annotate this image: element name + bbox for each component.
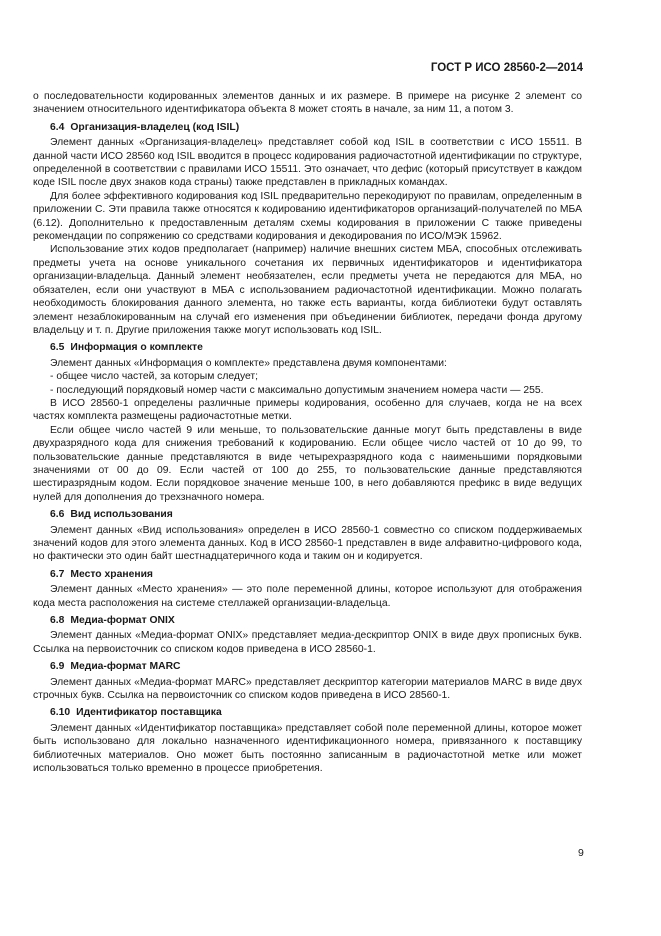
section-6-10-heading [50, 706, 582, 719]
section-number: 6.7 [50, 568, 65, 580]
section-number: 6.6 [50, 509, 65, 521]
section-title: Место хранения [70, 568, 153, 580]
section-6-9-heading [50, 660, 582, 673]
section-6-5-heading [50, 341, 582, 354]
paragraph: Элемент данных «Медиа-формат MARC» представляет дескриптор категории материалов MARC в виде двух строчных букв. Ссылка на первоисточник со списком кодов приведена в ИСО 28560-1. [33, 676, 582, 702]
section-number: 6.5 [50, 342, 65, 354]
section-number: 6.10 [50, 707, 71, 719]
list-item: - последующий порядковый номер части с максимально допустимым значением номера части — 255. [50, 384, 544, 396]
paragraph: Для более эффективного кодирования код ISIL предварительно перекодируют по правилам, определенным в приложении С. Эти правила также относятся к кодированию идентификаторов организаций-получателей по МБА (6.12). Дополнительно к предоставленным деталям схемы кодирования в приложении С также приведены рекомендации по сопряжению со средствами кодирования и декодирования по ИСО/МЭК 15962. [33, 190, 582, 243]
section-title: Информация о комплекте [70, 342, 203, 354]
page-number: 9 [578, 847, 584, 859]
section-number: 6.8 [50, 615, 65, 627]
section-title: Вид использования [70, 509, 173, 521]
section-title: Медиа-формат ONIX [70, 615, 175, 627]
section-title: Организация-владелец (код ISIL) [70, 121, 240, 133]
section-6-8-heading [50, 614, 582, 627]
section-6-7-heading [50, 568, 582, 581]
list-item: - общее число частей, за которым следует; [50, 371, 259, 383]
section-number: 6.9 [50, 661, 65, 673]
paragraph: Элемент данных «Медиа-формат ONIX» представляет медиа-дескриптор ONIX в виде двух прописных букв. Ссылка на первоисточник со списком кодов приведена в ИСО 28560-1. [33, 630, 582, 655]
section-title: Медиа-формат MARC [70, 661, 181, 673]
paragraph: Элемент данных «Идентификатор поставщика» представляет собой поле переменной длины, которое может быть использовано для локально назначенного идентификационного номера, привязанного к поставщику библиотечных материалов. Оно может быть постоянно записанным в радиочастотной метке или может использоваться только временно в процессе приобретения. [33, 722, 582, 775]
paragraph: Элемент данных «Вид использования» определен в ИСО 28560-1 совместно со списком поддерживаемых значений кодов для этого элемента данных. Код в ИСО 28560-1 представлен в виде алфавитно-цифрового кода, но фактически это один байт шестнадцатеричного кода и таким он и кодируется. [33, 524, 582, 563]
section-6-4-heading [50, 121, 582, 134]
page-body [33, 90, 582, 776]
paragraph: Элемент данных «Место хранения» — это поле переменной длины, которое используют для отображения кода места расположения на системе стеллажей организации-владельца. [33, 584, 582, 609]
section-number: 6.4 [50, 121, 65, 133]
paragraph: Элемент данных «Информация о комплекте» представлена двумя компонентами: [50, 357, 447, 369]
paragraph: Использование этих кодов предполагает (например) наличие внешних систем МБА, способных отслеживать предметы учета на основе уникального сочетания их первичных идентификаторов и идентификатора организации-владельца. Данный элемент необязателен, если предметы учета не передаются для МБА, но обязателен, если они участвуют в МБА с использованием радиочастотной идентификации. Можно полагать необходимость блокирования данного элемента, но также есть варианты, когда библиотеки будут оставлять элемент незаблокированным на случай его изменения при объединении библиотек, передачи фонда другому владельцу и т. п. Другие приложения также могут использовать код ISIL. [33, 244, 582, 336]
section-title: Идентификатор поставщика [76, 707, 222, 719]
document-header: ГОСТ Р ИСО 28560-2—2014 [430, 62, 583, 74]
paragraph: Если общее число частей 9 или меньше, то пользовательские данные могут быть представлены в виде двухразрядного кода для снижения требований к кодированию. Если общее число частей от 10 до 99, то пользовательские данные представляются в виде четырехразрядного кода с наименьшими порядковыми значениями от 00 до 09. Если частей от 100 до 255, то пользовательские данные представляются шестиразрядным кодом. Если порядковое значение меньше 100, в него добавляются префикс в виде ведущих нулей для дополнения до трехзначного номера. [33, 424, 582, 503]
intro-paragraph: о последовательности кодированных элементов данных и их размере. В примере на рисунке 2 элемент со значением относительного идентификатора объекта 8 может стоять в начале, за ним 11, а потом 3. [33, 91, 582, 116]
paragraph: Элемент данных «Организация-владелец» представляет собой код ISIL в соответствии с ИСО 15511. В данной части ИСО 28560 код ISIL вводится в процесс кодирования радиочастотной идентификации по структуре, определенной в соответствии с правилами ИСО 15511. Это означает, что дефис (который присутствует в каждом коде ISIL после двух знаков кода страны) также представлен в прикладных командах. [33, 137, 582, 189]
paragraph: В ИСО 28560-1 определены различные примеры кодирования, особенно для случаев, когда не на всех частях комплекта размещены радиочастотные метки. [33, 397, 582, 423]
section-6-6-heading [50, 508, 582, 521]
